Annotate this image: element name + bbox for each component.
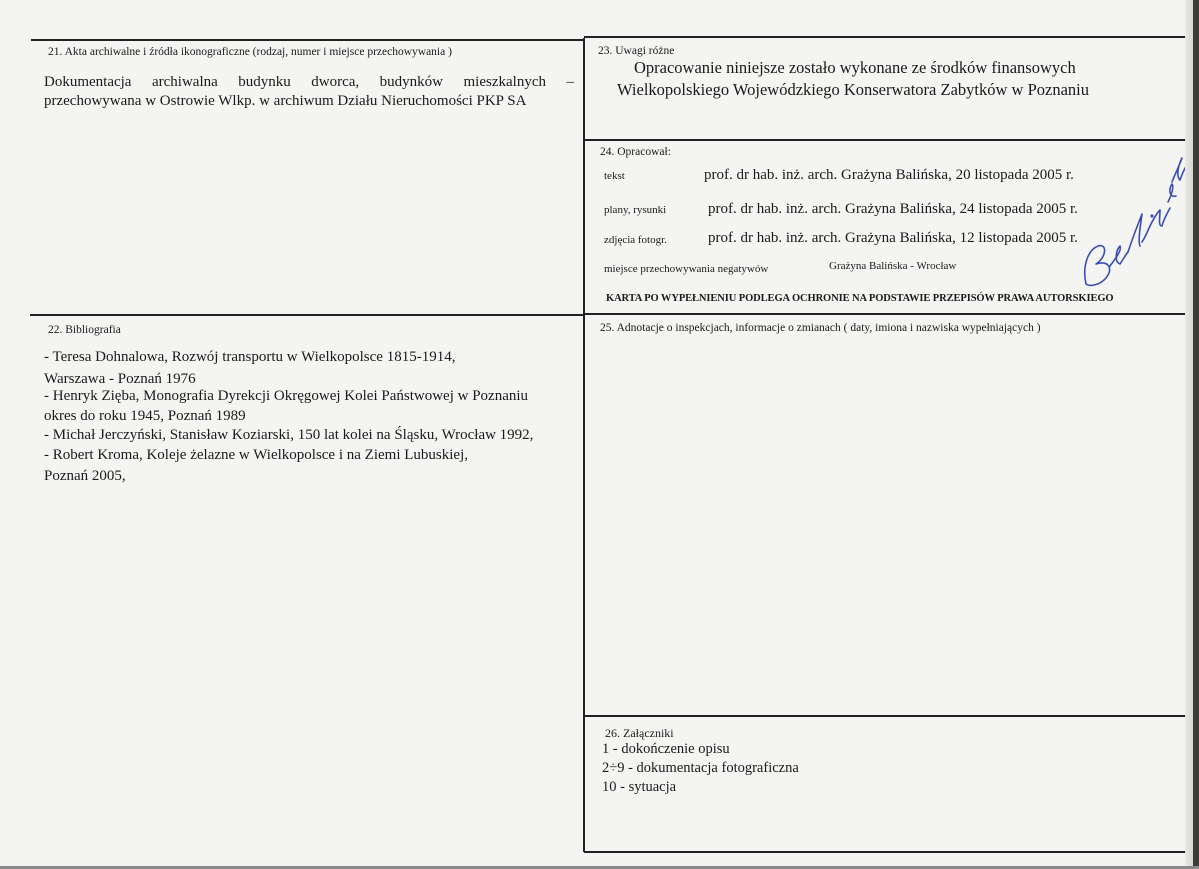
mid-rule-right xyxy=(584,313,1196,315)
section-22-line-3: - Henryk Zięba, Monografia Dyrekcji Okręgowej Kolei Państwowej w Poznaniu xyxy=(44,388,529,404)
top-rule-right xyxy=(584,36,1196,38)
section-22-line-7: Poznań 2005, xyxy=(44,468,126,484)
copyright-notice: KARTA PO WYPEŁNIENIU PODLEGA OCHRONIE NA PODSTAWIE PRZEPISÓW PRAWA AUTORSKIEGO xyxy=(606,293,1114,304)
top-rule-left xyxy=(31,39,584,41)
credit-label-drawings: plany, rysunki xyxy=(604,204,667,216)
negatives-label: miejsce przechowywania negatywów xyxy=(604,263,769,275)
vertical-divider xyxy=(583,38,585,852)
credit-label-photos: zdjęcia fotogr. xyxy=(604,234,667,246)
credit-value-text: prof. dr hab. inż. arch. Grażyna Balińska, 20 listopada 2005 r. xyxy=(704,167,1074,183)
negatives-value: Grażyna Balińska - Wrocław xyxy=(829,260,957,272)
handwritten-signature xyxy=(1068,146,1186,296)
attachment-item-3: 10 - sytuacja xyxy=(602,779,677,795)
mid-rule-left xyxy=(30,314,584,316)
bottom-rule-right xyxy=(584,851,1186,853)
section-22-line-5: - Michał Jerczyński, Stanisław Koziarski, 150 lat kolei na Śląsku, Wrocław 1992, xyxy=(44,427,534,443)
attachment-item-2: 2÷9 - dokumentacja fotograficzna xyxy=(602,760,799,776)
right-rule-23-bottom xyxy=(584,139,1196,141)
credit-value-drawings: prof. dr hab. inż. arch. Grażyna Balińska, 24 listopada 2005 r. xyxy=(708,201,1078,217)
credit-value-photos: prof. dr hab. inż. arch. Grażyna Balińska, 12 listopada 2005 r. xyxy=(708,230,1078,246)
section-23-line-2: Wielkopolskiego Wojewódzkiego Konserwatora Zabytków w Poznaniu xyxy=(617,80,1089,99)
section-23-line-1: Opracowanie niniejsze zostało wykonane ze środków finansowych xyxy=(634,58,1076,77)
section-22-line-1: - Teresa Dohnalowa, Rozwój transportu w Wielkopolsce 1815-1914, xyxy=(44,349,456,365)
section-22-heading: 22. Bibliografia xyxy=(48,324,121,336)
scan-right-edge xyxy=(1193,0,1199,869)
right-rule-26-top xyxy=(584,715,1186,717)
section-26-heading: 26. Załączniki xyxy=(605,726,674,740)
section-21-heading: 21. Akta archiwalne i źródła ikonograficzne (rodzaj, numer i miejsce przechowywania ) xyxy=(48,46,452,58)
credit-label-text: tekst xyxy=(604,170,625,182)
section-24-heading: 24. Opracował: xyxy=(600,146,671,158)
section-22-line-4: okres do roku 1945, Poznań 1989 xyxy=(44,408,246,424)
attachment-item-1: 1 - dokończenie opisu xyxy=(602,741,730,757)
section-22-line-2: Warszawa - Poznań 1976 xyxy=(44,371,196,387)
section-25-heading: 25. Adnotacje o inspekcjach, informacje o zmianach ( daty, imiona i nazwiska wypełniających ) xyxy=(600,322,1041,334)
section-21-line-1: Dokumentacja archiwalna budynku dworca, budynków mieszkalnych – xyxy=(44,74,574,90)
section-22-line-6: - Robert Kroma, Koleje żelazne w Wielkopolsce i na Ziemi Lubuskiej, xyxy=(44,447,468,463)
section-23-heading: 23. Uwagi różne xyxy=(598,45,675,57)
section-21-line-2: przechowywana w Ostrowie Wlkp. w archiwum Działu Nieruchomości PKP SA xyxy=(44,93,527,109)
scan-fold-shadow xyxy=(1185,0,1193,869)
